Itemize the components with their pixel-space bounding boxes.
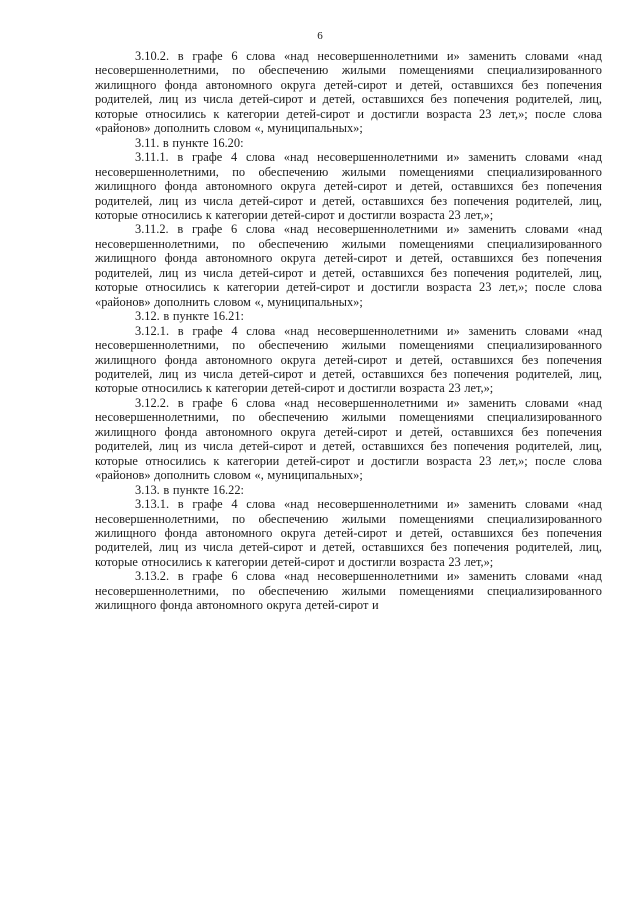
paragraph-3-12-2: 3.12.2. в графе 6 слова «над несовершеннолетними и» заменить словами «над несовершеннолетними, по обеспечению жилыми помещениями специализированного жилищного фонда автономного округа детей-сирот и детей, оставшихся без попечения родителей, лиц из числа детей-сирот и детей, оставшихся без попечения родителей, лиц, которые относились к категории детей-сирот и достигли возраста 23 лет,»; после слова «районов» дополнить словом «, муниципальных»; — [95, 395, 602, 483]
paragraph-3-11-1: 3.11.1. в графе 4 слова «над несовершеннолетними и» заменить словами «над несовершеннолетними, по обеспечению жилыми помещениями специализированного жилищного фонда автономного округа детей-сирот и детей, оставшихся без попечения родителей, лиц из числа детей-сирот и детей, оставшихся без попечения родителей, лиц, которые относились к категории детей-сирот и достигли возраста 23 лет,»; — [95, 150, 602, 222]
paragraph-3-12-1: 3.12.1. в графе 4 слова «над несовершеннолетними и» заменить словами «над несовершеннолетними, по обеспечению жилыми помещениями специализированного жилищного фонда автономного округа детей-сирот и детей, оставшихся без попечения родителей, лиц из числа детей-сирот и детей, оставшихся без попечения родителей, лиц, которые относились к категории детей-сирот и достигли возраста 23 лет,»; — [95, 323, 602, 396]
document-body — [95, 49, 602, 613]
paragraph-3-10-2: 3.10.2. в графе 6 слова «над несовершеннолетними и» заменить словами «над несовершеннолетними, по обеспечению жилыми помещениями специализированного жилищного фонда автономного округа детей-сирот и детей, оставшихся без попечения родителей, лиц из числа детей-сирот и детей, оставшихся без попечения родителей, лиц, которые относились к категории детей-сирот и достигли возраста 23 лет,»; после слова «районов» дополнить словом «, муниципальных»; — [95, 49, 602, 136]
paragraph-3-13-2: 3.13.2. в графе 6 слова «над несовершеннолетними и» заменить словами «над несовершеннолетними, по обеспечению жилыми помещениями специализированного жилищного фонда автономного округа детей-сирот и — [95, 569, 602, 613]
paragraph-3-12: 3.12. в пункте 16.21: — [135, 309, 244, 324]
paragraph-3-11-2: 3.11.2. в графе 6 слова «над несовершеннолетними и» заменить словами «над несовершеннолетними, по обеспечению жилыми помещениями специализированного жилищного фонда автономного округа детей-сирот и детей, оставшихся без попечения родителей, лиц из числа детей-сирот и детей, оставшихся без попечения родителей, лиц, которые относились к категории детей-сирот и достигли возраста 23 лет,»; после слова «районов» дополнить словом «, муниципальных»; — [95, 222, 602, 309]
paragraph-3-13-1: 3.13.1. в графе 4 слова «над несовершеннолетними и» заменить словами «над несовершеннолетними, по обеспечению жилыми помещениями специализированного жилищного фонда автономного округа детей-сирот и детей, оставшихся без попечения родителей, лиц из числа детей-сирот и детей, оставшихся без попечения родителей, лиц, которые относились к категории детей-сирот и достигли возраста 23 лет,»; — [95, 497, 602, 569]
page-number: 6 — [317, 30, 323, 42]
paragraph-3-13: 3.13. в пункте 16.22: — [135, 482, 244, 497]
paragraph-3-11: 3.11. в пункте 16.20: — [135, 135, 244, 150]
